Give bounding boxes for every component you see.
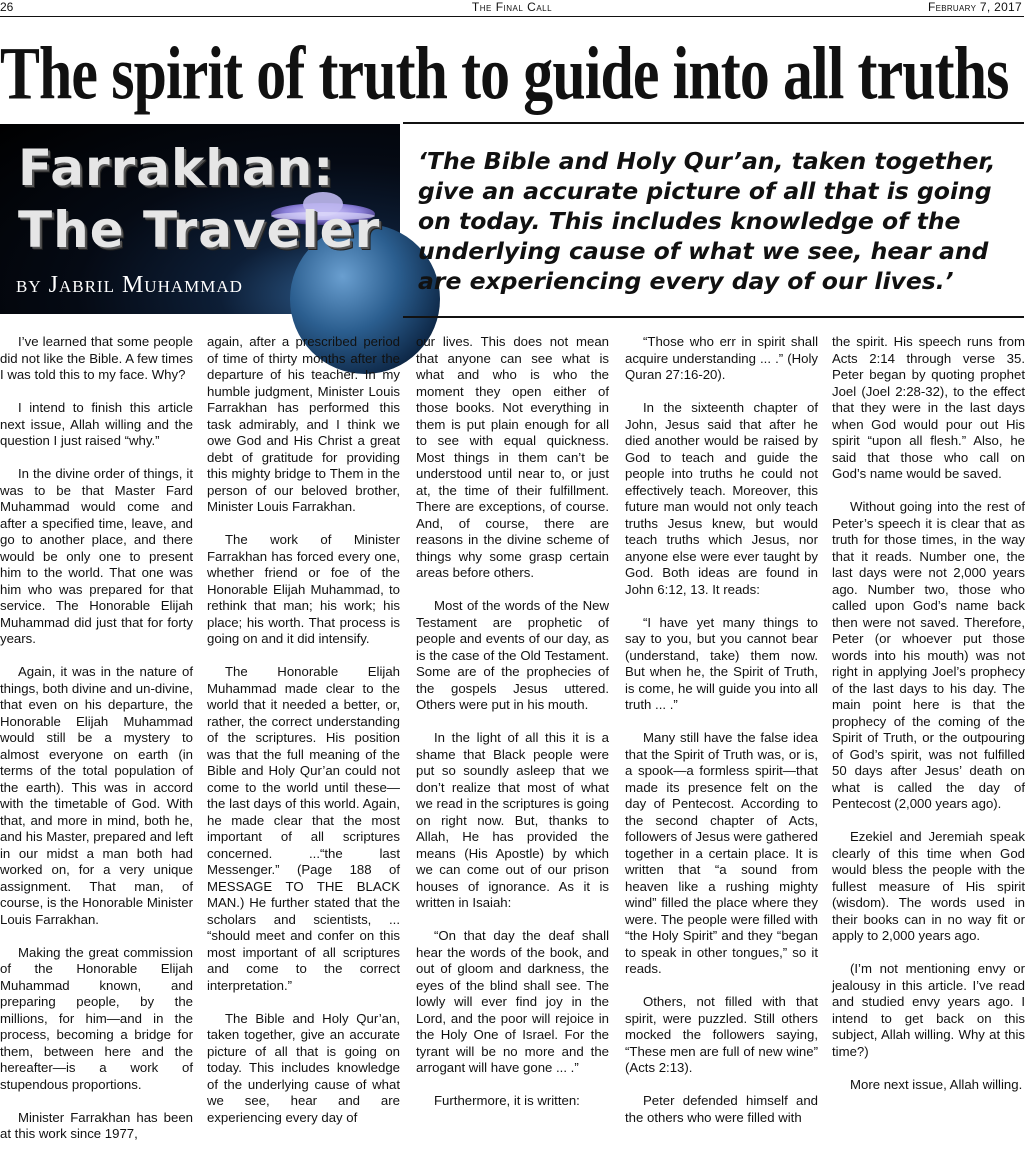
paragraph: In the sixteenth chapter of John, Jesus said that after he died another would be raised by God to teach and guide the people into truths he could not effectively teach. Moreover, this future man would not only teach truths Jesus knew, but would teach truths which Jesus, nor anyone else were ever taught by God. Both ideas are found in John 6:12, 13. It reads: bbox=[625, 400, 818, 597]
paragraph: Without going into the rest of Peter’s speech it is clear that as truth for those times, in the way that it reads. Number one, the last days were not 2,000 years ago. Number two, those who called upon God’s name back then were not saved. Therefore, Peter (or whoever put those words into his mouth) was not right in applying Joel’s prophecy of the last days to his day. The main point here is that the prophecy of the coming of the Spirit of Truth, or the outpouring of God’s spirit, was not fulfilled 50 days after Jesus’ death on what is called the day of Pentecost (2,000 years ago). bbox=[832, 499, 1025, 811]
paragraph: again, after a prescribed period of time of thirty months after the departure of his teacher. In my humble judgment, Minister Louis Farrakhan has performed this task admirably, and I think we owe God and His Christ a great debt of gratitude for providing this mighty bridge to Them in the person of our beloved brother, Minister Louis Farrakhan. bbox=[207, 334, 400, 514]
paragraph: I intend to finish this article next issue, Allah willing and the question I just raised “why.” bbox=[0, 400, 193, 448]
paragraph: Peter defended himself and the others who were filled with bbox=[625, 1093, 818, 1125]
paper-name: The Final Call bbox=[471, 0, 553, 14]
paragraph: “I have yet many things to say to you, but you cannot bear (understand, take) them now. But when he, the Spirit of Truth, is come, he will guide you into all truth ... .” bbox=[625, 614, 818, 712]
article-column-2 bbox=[207, 334, 400, 1143]
page-number: 26 bbox=[0, 0, 14, 14]
paragraph: Furthermore, it is written: bbox=[434, 1093, 580, 1108]
paragraph: our lives. This does not mean that anyone can see what is what and who is who the moment they open either of those books. Not everything in them is put plain enough for all to see with equal quickness. Most things in them can’t be understood until near to, or just at, the time of their fulfillment. There are exceptions, of course. And, of course, there are reasons in the divine scheme of things why some grasp certain areas before others. bbox=[416, 334, 609, 580]
paragraph: The Honorable Elijah Muhammad made clear to the world that it needed a better, or, rather, the correct understanding of the scriptures. His position was that the full meaning of the Bible and Holy Qur’an could not come to the world until these—the last days of this world. Again, he made clear that the most important of all scriptures concerned. ...“the last Messenger.” (Page 188 of MESSAGE TO THE BLACK MAN.) He further stated that the scholars and scientists, ... “should meet and confer on this most important of all scriptures and come to the correct interpretation.” bbox=[207, 664, 400, 993]
article-column-5 bbox=[832, 334, 1025, 1110]
page-header bbox=[0, 0, 1024, 17]
paragraph: In the divine order of things, it was to be that Master Fard Muhammad would come and after a specified time, leave, and go to another place, and there would be only one to present him to the world. That one was him who was prepared for that service. The Honorable Elijah Muhammad did just that for forty years. bbox=[0, 466, 193, 646]
paragraph: Again, it was in the nature of things, both divine and un-divine, that even on his departure, the Honorable Elijah Muhammad would still be a mystery to almost everyone on earth (in terms of the total population of the earth). This was in accord with the timetable of God. With that, and more in mind, both he, and his Master, prepared and left in our midst a man both had worked on, for a very unique assignment. That man, of course, is the Honorable Minister Louis Farrakhan. bbox=[0, 664, 193, 927]
pull-quote-rule-top bbox=[403, 122, 1024, 124]
banner-title-line2: The Traveler bbox=[18, 201, 381, 259]
paragraph: The work of Minister Farrakhan has forced every one, whether friend or foe of the Honorable Elijah Muhammad, to rethink that man; his work; his place; his worth. That process is going on and it did intensify. bbox=[207, 532, 400, 646]
pull-quote: ‘The Bible and Holy Qur’an, taken together, give an accurate picture of all that is going on today. This includes knowledge of the underlying cause of what we see, hear and are experiencing every day of our lives.’ bbox=[418, 147, 996, 295]
paragraph: Ezekiel and Jeremiah speak clearly of this time when God would bless the people with the fullest measure of His spirit (wisdom). The words used in their books can in no way fit or apply to 2,000 years ago. bbox=[832, 829, 1025, 943]
article-column-3 bbox=[416, 334, 609, 1126]
article-column-1 bbox=[0, 334, 193, 1159]
paragraph: Making the great commission of the Honorable Elijah Muhammad known, and preparing people, by the millions, for him—and in the process, becoming a bridge for them, between here and the hereafter—is a work of stupendous proportions. bbox=[0, 944, 193, 1092]
paragraph: Most of the words of the New Testament are prophetic of people and events of our day, as is the case of the Old Testament. Some are of the prophecies of the gospels Jesus uttered. Others were put in his mouth. bbox=[416, 598, 609, 712]
banner-byline: by Jabril Muhammad bbox=[16, 272, 243, 298]
article-column-4 bbox=[625, 334, 818, 1143]
article-body bbox=[0, 334, 1025, 1141]
paragraph: “On that day the deaf shall hear the words of the book, and out of gloom and darkness, the eyes of the blind shall see. The lowly will ever find joy in the Lord, and the poor will rejoice in the Holy One of Israel. For the tyrant will be no more and the arrogant will have gone ... .” bbox=[416, 928, 609, 1075]
banner-title-line1: Farrakhan: bbox=[18, 139, 335, 197]
paragraph: “Those who err in spirit shall acquire understanding ... .” (Holy Quran 27:16-20). bbox=[625, 334, 818, 382]
issue-date: February 7, 2017 bbox=[927, 0, 1022, 14]
paragraph: Minister Farrakhan has been at this work since 1977, bbox=[0, 1109, 193, 1141]
paragraph: Many still have the false idea that the Spirit of Truth was, or is, a spook—a formless spirit—that made its presence felt on the day of Pentecost. According to the second chapter of Acts, followers of Jesus were gathered together in a certain place. It is written that “a sound from heaven like a rushing mighty wind” filled the place where they were. The people were filled with “the Holy Spirit” and they “began to speak in other tongues,” so it reads. bbox=[625, 730, 818, 976]
headline: The spirit of truth to guide into all truths bbox=[0, 31, 1009, 115]
paragraph: The Bible and Holy Qur’an, taken together, give an accurate picture of all that is going on today. This includes knowledge of the underlying cause of what we see, hear and are experiencing every day of bbox=[207, 1010, 400, 1125]
paragraph: I’ve learned that some people did not like the Bible. A few times I was told this to my face. Why? bbox=[0, 334, 193, 382]
paragraph: (I’m not mentioning envy or jealousy in this article. I’ve read and studied envy years ago. I intend to get back on this subject, Allah willing. Why at this time?) bbox=[832, 961, 1025, 1059]
paragraph: More next issue, Allah willing. bbox=[850, 1076, 1023, 1092]
paragraph: In the light of all this it is a shame that Black people were put so soundly asleep that we don’t realize that most of what we read in the scriptures is going on right now. But, thanks to Allah, He has provided the means (His Apostle) by which we can come out of our prison houses of ignorance. As it is written in Isaiah: bbox=[416, 730, 609, 910]
paragraph: Others, not filled with that spirit, were puzzled. Still others mocked the followers saying, “These men are full of new wine” (Acts 2:13). bbox=[625, 994, 818, 1075]
column-banner bbox=[0, 124, 400, 314]
pull-quote-rule-bottom bbox=[403, 316, 1024, 318]
paragraph: the spirit. His speech runs from Acts 2:14 through verse 35. Peter began by quoting prophet Joel (Joel 2:28-32), to the effect that they were in the last days when God would pour out His spirit “upon all flesh.” Also, he said that those who call on God’s name would be saved. bbox=[832, 334, 1025, 481]
